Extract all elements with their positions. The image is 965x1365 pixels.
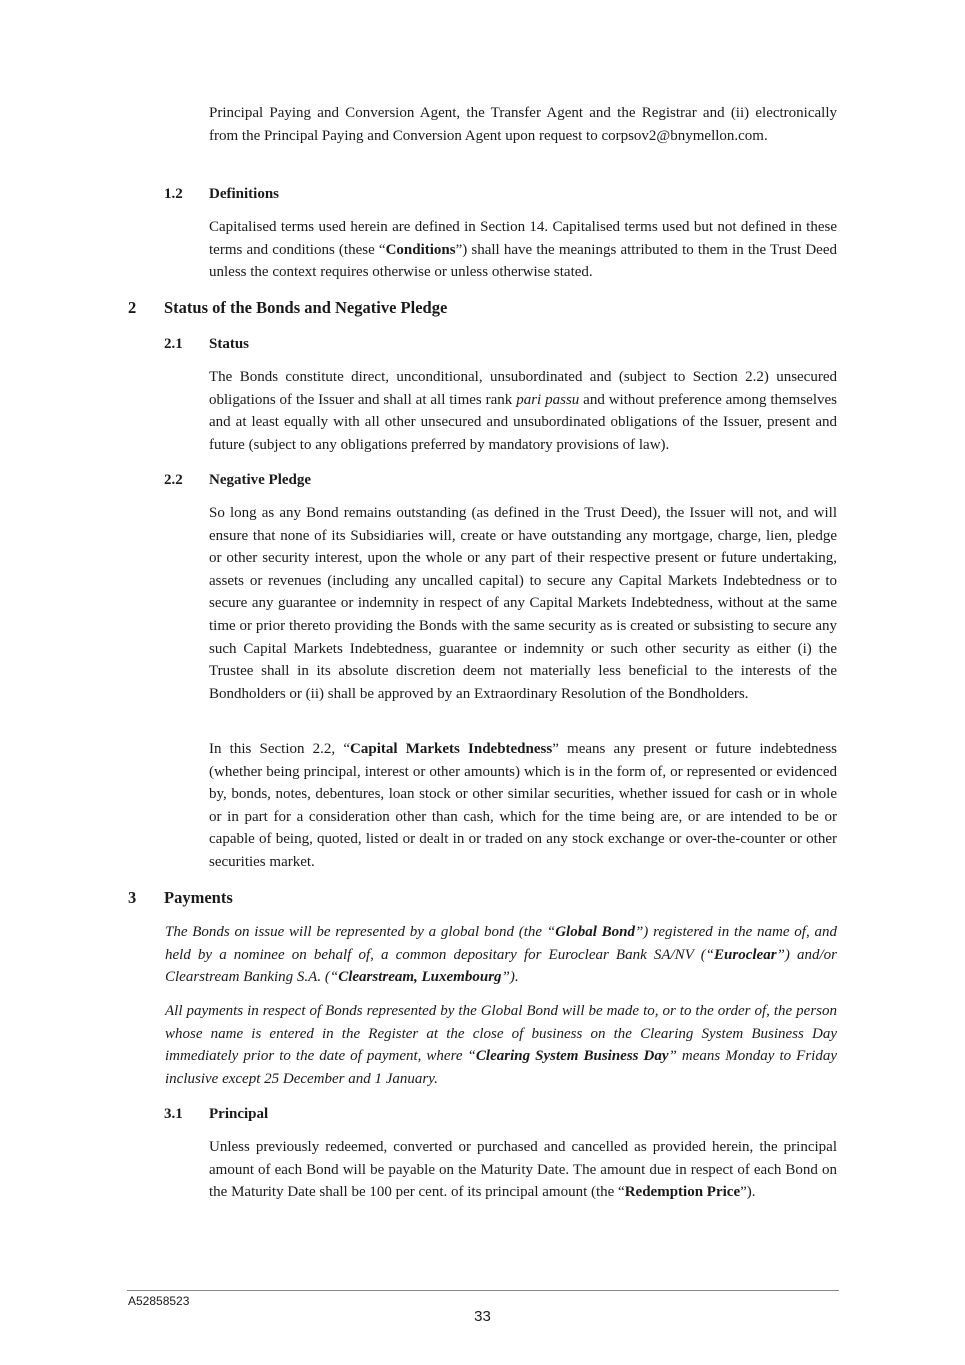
section-2-2-number: 2.2 — [164, 472, 183, 488]
section-3-1-number: 3.1 — [164, 1106, 183, 1122]
section-2-2-title: Negative Pledge — [209, 472, 312, 488]
payments-paragraph — [165, 1000, 837, 1090]
section-3-title: Payments — [164, 888, 233, 907]
global-bond-text-a: The Bonds on issue will be represented by a global bond (the “ — [165, 924, 556, 940]
global-bond-text-g: ”). — [501, 969, 519, 986]
footer-divider — [127, 1290, 839, 1291]
capital-markets-text-a: In this Section 2.2, “ — [209, 741, 351, 757]
clearing-system-term: Clearing System Business Day — [475, 1048, 669, 1065]
capital-markets-term: Capital Markets Indebtedness — [350, 741, 553, 757]
section-3-1-title: Principal — [209, 1106, 269, 1122]
definitions-paragraph — [209, 216, 837, 284]
section-1-2-number: 1.2 — [164, 186, 183, 202]
status-text-a: The Bonds constitute direct, unconditional, unsubordinated and (subject to Section 2.2) unsecured obligations of the Issuer and shall at all times rank — [209, 369, 837, 408]
document-reference: A52858523 — [128, 1294, 190, 1308]
global-bond-text-e: ”) and/or Clearstream Banking S.A. (“ — [165, 946, 837, 986]
section-2-title: Status of the Bonds and Negative Pledge — [164, 298, 448, 317]
redemption-price-term: Redemption Price — [624, 1184, 741, 1201]
intro-text: Principal Paying and Conversion Agent, the Transfer Agent and the Registrar and (ii) electronically from the Principal Paying and Conversion Agent upon request to corpsov2@bnymellon.com. — [209, 105, 837, 144]
capital-markets-text-c: ” means any present or future indebtedness (whether being principal, interest or other amounts) which is in the form of, or represented or evidenced by, bonds, notes, debentures, loan stock or other similar securities, whether issued for cash or in whole or in part for a consideration other than cash, which for the time being are, or are intended to be or capable of being, quoted, listed or dealt in or traded on any stock exchange or over-the-counter or other securities market. — [209, 741, 837, 870]
payments-text-c: ” means Monday to Friday inclusive except 25 December and 1 January. — [165, 1048, 837, 1087]
euroclear-term: Euroclear — [714, 946, 777, 963]
clearstream-term: Clearstream, Luxembourg — [338, 969, 502, 986]
negative-pledge-text: So long as any Bond remains outstanding (as defined in the Trust Deed), the Issuer will not, and will ensure that none of its Subsidiaries will, create or have outstanding any mortgage, charge, lien, pledge or other security interest, upon the whole or any part of their respective present or future undertaking, assets or revenues (including any uncalled capital) to secure any Capital Markets Indebtedness or to secure any guarantee or indemnity in respect of any Capital Markets Indebtedness, without at the same time or prior thereto providing the Bonds with the same security as is created or subsisting to secure any such Capital Markets Indebtedness, guarantee or indemnity or such other security as either (i) the Trustee shall in its absolute discretion deem not materially less beneficial to the interests of the Bondholders or (ii) shall be approved by an Extraordinary Resolution of the Bondholders. — [209, 505, 837, 702]
principal-paragraph — [209, 1136, 837, 1204]
global-bond-term: Global Bond — [555, 924, 635, 940]
section-1-2-title: Definitions — [209, 186, 280, 202]
pari-passu-term: pari passu — [516, 391, 580, 408]
intro-paragraph — [209, 102, 837, 147]
section-2-1-number: 2.1 — [164, 336, 183, 352]
section-2-1-title: Status — [209, 336, 250, 352]
definitions-text-c: ”) shall have the meanings attributed to them in the Trust Deed unless the context requires otherwise or unless otherwise stated. — [209, 241, 837, 281]
payments-text-a: All payments in respect of Bonds represented by the Global Bond will be made to, or to the order of, the person whose name is entered in the Register at the close of business on the Clearing System Business Day immediately prior to the date of payment, where “ — [165, 1003, 837, 1065]
principal-text-c: ”). — [740, 1184, 756, 1201]
page-number: 33 — [474, 1308, 491, 1325]
conditions-term: Conditions — [385, 241, 456, 258]
negative-pledge-paragraph — [209, 502, 837, 705]
principal-text-a: Unless previously redeemed, converted or purchased and cancelled as provided herein, the principal amount of each Bond will be payable on the Maturity Date. The amount due in respect of each Bond on the Maturity Date shall be 100 per cent. of its principal amount (the “ — [209, 1139, 837, 1201]
status-text-c: and without preference among themselves and at least equally with all other unsecured and unsubordinated obligations of the Issuer, present and future (subject to any obligations preferred by mandatory provisions of law). — [209, 391, 837, 453]
capital-markets-paragraph — [209, 738, 837, 874]
global-bond-paragraph — [165, 921, 837, 989]
status-paragraph — [209, 366, 837, 456]
global-bond-text-c: ”) registered in the name of, and held by a nominee on behalf of, a common depositary for Euroclear Bank SA/NV (“ — [165, 924, 837, 963]
definitions-text-a: Capitalised terms used herein are defined in Section 14. Capitalised terms used but not defined in these terms and conditions (these “ — [209, 219, 837, 258]
section-3-number: 3 — [128, 888, 137, 907]
section-2-number: 2 — [128, 298, 137, 317]
